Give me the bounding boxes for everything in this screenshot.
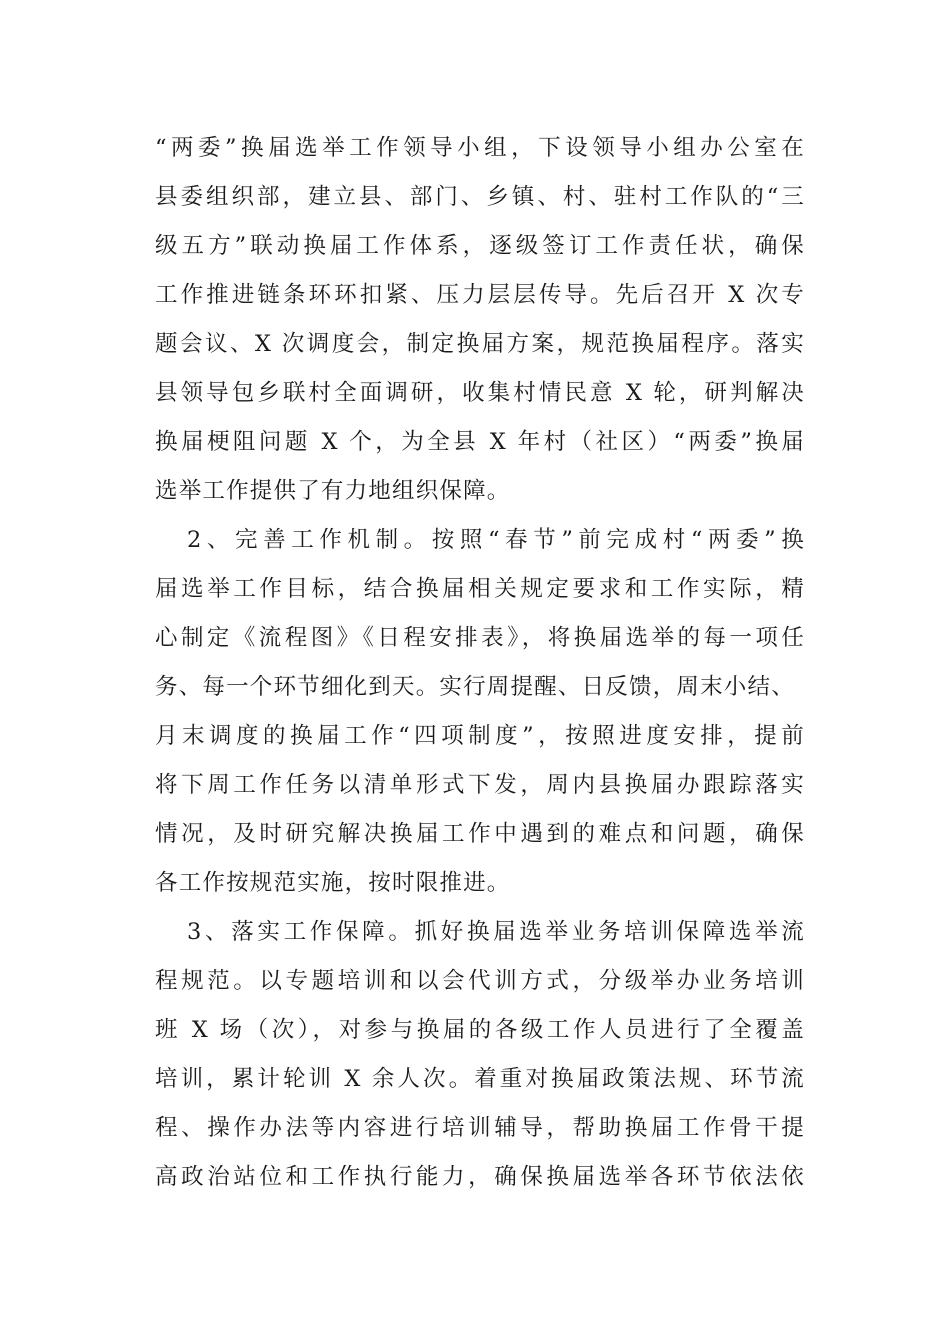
text-line: 级五方”联动换届工作体系，逐级签订工作责任状，确保 — [155, 233, 805, 259]
text-line: 县领导包乡联村全面调研，收集村情民意 X 轮，研判解决 — [155, 380, 805, 406]
text-line: 心制定《流程图》《日程安排表》，将换届选举的每一项任 — [155, 625, 805, 651]
text-line: 程、操作办法等内容进行培训辅导，帮助换届工作骨干提 — [155, 1115, 805, 1141]
text-line: 月末调度的换届工作“四项制度”，按照进度安排，提前 — [155, 723, 805, 749]
text-line: 届选举工作目标，结合换届相关规定要求和工作实际，精 — [155, 576, 805, 602]
text-line: 程规范。以专题培训和以会代训方式，分级举办业务培训 — [155, 968, 805, 994]
text-line: 培训，累计轮训 X 余人次。着重对换届政策法规、环节流 — [155, 1066, 805, 1092]
text-line: “两委”换届选举工作领导小组，下设领导小组办公室在 — [155, 135, 805, 161]
text-line: 务、每一个环节细化到天。实行周提醒、日反馈，周末小结、 — [155, 674, 795, 700]
text-line: 情况，及时研究解决换届工作中遇到的难点和问题，确保 — [155, 821, 805, 847]
text-line: 2、完善工作机制。按照“春节”前完成村“两委”换 — [187, 527, 805, 553]
text-line: 县委组织部，建立县、部门、乡镇、村、驻村工作队的“三 — [155, 184, 805, 210]
text-line: 将下周工作任务以清单形式下发，周内县换届办跟踪落实 — [155, 772, 805, 798]
text-line: 3、落实工作保障。抓好换届选举业务培训保障选举流 — [187, 919, 805, 945]
body-text — [155, 124, 805, 1202]
text-line: 选举工作提供了有力地组织保障。 — [155, 478, 511, 504]
text-line: 工作推进链条环环扣紧、压力层层传导。先后召开 X 次专 — [155, 282, 805, 308]
text-line: 班 X 场（次），对参与换届的各级工作人员进行了全覆盖 — [155, 1017, 805, 1043]
text-line: 换届梗阻问题 X 个，为全县 X 年村（社区）“两委”换届 — [155, 429, 805, 455]
text-line: 各工作按规范实施，按时限推进。 — [155, 870, 511, 896]
text-line: 题会议、X 次调度会，制定换届方案，规范换届程序。落实 — [155, 331, 805, 357]
text-line: 高政治站位和工作执行能力，确保换届选举各环节依法依 — [155, 1164, 805, 1190]
